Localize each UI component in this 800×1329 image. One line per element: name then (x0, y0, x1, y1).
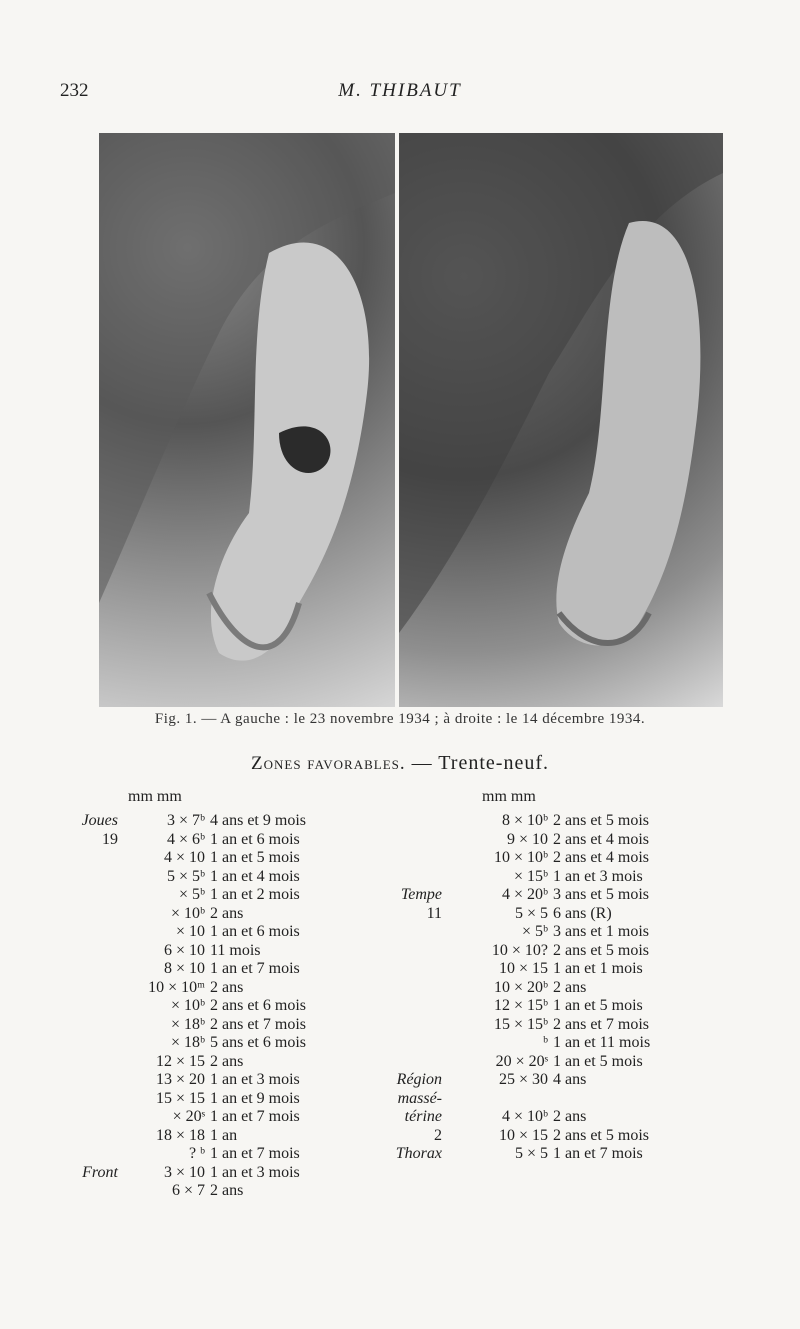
row-group-label: Région (396, 1071, 442, 1088)
table-cell-dimensions: 5 × 5 (514, 904, 548, 922)
row-group-label: massé- (397, 1089, 442, 1107)
table-cell-dimensions: 10 × 20ᵇ (494, 978, 548, 996)
table-cell-duration: 2 ans et 4 mois (553, 849, 649, 866)
table-cell-duration: 2 ans (553, 1108, 587, 1125)
table-cell-dimensions: × 10ᵇ (171, 997, 205, 1014)
table-cell-duration: 1 an et 4 mois (210, 867, 300, 885)
table-cell-duration: 4 ans (553, 1071, 587, 1088)
table-cell-dimensions: 25 × 30 (498, 1071, 548, 1088)
table-cell-duration: 1 an et 1 mois (553, 960, 643, 977)
table-cell-duration: 1 an et 5 mois (553, 997, 643, 1014)
table-cell-duration: 1 an et 7 mois (210, 960, 300, 977)
table-cell-dimensions: 5 × 5 (514, 1145, 548, 1162)
section-title-count: — Trente-neuf. (405, 752, 549, 774)
table-cell-dimensions: 4 × 10ᵇ (502, 1108, 548, 1125)
table-cell-duration: 2 ans et 7 mois (210, 1015, 306, 1033)
running-head: M. THIBAUT (338, 80, 462, 101)
table-cell-dimensions: 4 × 20ᵇ (502, 886, 548, 903)
row-group-label: térine (404, 1108, 442, 1125)
table-cell-duration: 1 an et 5 mois (553, 1052, 643, 1070)
ear-before-treatment-photo (99, 133, 395, 707)
row-group-label: Tempe (400, 886, 442, 903)
table-cell-dimensions: 20 × 20ˢ (495, 1052, 548, 1070)
page-number: 232 (60, 80, 89, 101)
table-cell-dimensions: × 20ˢ (172, 1108, 205, 1125)
table-cell-dimensions: × 18ᵇ (171, 1034, 205, 1051)
table-cell-dimensions: 18 × 18 (155, 1126, 205, 1144)
table-cell-dimensions: 13 × 20 (155, 1071, 205, 1088)
figure (99, 133, 723, 707)
table-cell-duration: 2 ans et 6 mois (210, 997, 306, 1014)
table-cell-dimensions: 10 × 10? (491, 941, 548, 959)
table-cell-dimensions: 10 × 15 (498, 960, 548, 977)
table-cell-duration: 2 ans et 4 mois (553, 830, 649, 848)
table-cell-dimensions: × 10ᵇ (171, 904, 205, 922)
table-cell-dimensions: 15 × 15 (155, 1089, 205, 1107)
table-cell-duration: 2 ans et 5 mois (553, 812, 649, 829)
table-cell-duration: 3 ans et 5 mois (553, 886, 649, 903)
table-cell-duration: 1 an et 6 mois (210, 830, 300, 848)
column-header-units: mm mm (482, 788, 536, 805)
table-cell-dimensions: × 10 (175, 923, 205, 940)
table-cell-duration: 2 ans (210, 1182, 244, 1199)
section-title-main: Zones favorables. (251, 753, 406, 774)
table-cell-duration: 2 ans et 5 mois (553, 941, 649, 959)
table-cell-duration: 1 an et 3 mois (210, 1163, 300, 1181)
table-cell-duration: 1 an et 3 mois (210, 1071, 300, 1088)
table-cell-duration: 3 ans et 1 mois (553, 923, 649, 940)
table-cell-duration: 2 ans (210, 978, 244, 996)
table-cell-dimensions: 4 × 6ᵇ (167, 830, 205, 848)
table-cell-duration: 1 an et 7 mois (553, 1145, 643, 1162)
table-cell-dimensions: 10 × 10ᵐ (148, 978, 205, 996)
table-cell-dimensions: ᵇ (543, 1034, 548, 1051)
table-cell-duration: 2 ans (210, 1052, 244, 1070)
table-cell-duration: 1 an et 5 mois (210, 849, 300, 866)
table-cell-dimensions: 12 × 15ᵇ (494, 997, 548, 1014)
ear-after-treatment-photo (399, 133, 723, 707)
table-cell-duration: 4 ans et 9 mois (210, 812, 306, 829)
table-cell-dimensions: ? ᵇ (188, 1145, 205, 1162)
row-group-label: Thorax (395, 1145, 442, 1162)
table-cell-dimensions: 3 × 7ᵇ (167, 812, 205, 829)
row-group-label: Joues (81, 812, 118, 829)
table-cell-duration: 2 ans (210, 904, 244, 922)
table-cell-duration: 1 an et 2 mois (210, 886, 300, 903)
table-cell-dimensions: 3 × 10 (163, 1163, 205, 1181)
table-cell-dimensions: 5 × 5ᵇ (167, 867, 205, 885)
table-cell-duration: 1 an et 11 mois (553, 1034, 651, 1051)
table-cell-dimensions: × 5ᵇ (522, 923, 548, 940)
column-header-units: mm mm (128, 788, 182, 805)
table-cell-dimensions: 15 × 15ᵇ (494, 1015, 548, 1033)
table-cell-duration: 1 an et 7 mois (210, 1108, 300, 1125)
row-group-label: 19 (102, 830, 118, 848)
table-cell-duration: 1 an et 3 mois (553, 867, 643, 885)
figure-caption: Fig. 1. — A gauche : le 23 novembre 1934 ; à droite : le 14 décembre 1934. (154, 711, 646, 727)
table-cell-dimensions: 9 × 10 (506, 830, 548, 848)
table-cell-duration: 1 an et 7 mois (210, 1145, 300, 1162)
table-cell-dimensions: 10 × 15 (498, 1126, 548, 1144)
table-cell-dimensions: 6 × 10 (163, 941, 205, 959)
table-cell-dimensions: × 5ᵇ (179, 886, 205, 903)
table-cell-duration: 2 ans et 7 mois (553, 1015, 649, 1033)
table-cell-dimensions: 12 × 15 (155, 1052, 205, 1070)
table-cell-dimensions: × 15ᵇ (514, 867, 548, 885)
row-group-label: 11 (426, 904, 442, 922)
table-cell-dimensions: 8 × 10ᵇ (502, 812, 548, 829)
table-cell-duration: 11 mois (210, 941, 261, 959)
row-group-label: 2 (434, 1126, 442, 1144)
table-cell-duration: 1 an et 6 mois (210, 923, 300, 940)
table-cell-dimensions: 10 × 10ᵇ (494, 849, 548, 866)
table-cell-dimensions: 6 × 7 (171, 1182, 205, 1199)
table-cell-duration: 1 an (210, 1126, 238, 1144)
table-cell-dimensions: × 18ᵇ (171, 1015, 205, 1033)
row-group-label: Front (82, 1163, 118, 1181)
table-cell-duration: 2 ans et 5 mois (553, 1126, 649, 1144)
section-title (0, 752, 800, 775)
table-cell-duration: 1 an et 9 mois (210, 1089, 300, 1107)
table-cell-duration: 2 ans (553, 978, 587, 996)
table-cell-dimensions: 4 × 10 (163, 849, 205, 866)
table-cell-duration: 6 ans (R) (553, 904, 612, 922)
table-cell-dimensions: 8 × 10 (163, 960, 205, 977)
table-cell-duration: 5 ans et 6 mois (210, 1034, 306, 1051)
